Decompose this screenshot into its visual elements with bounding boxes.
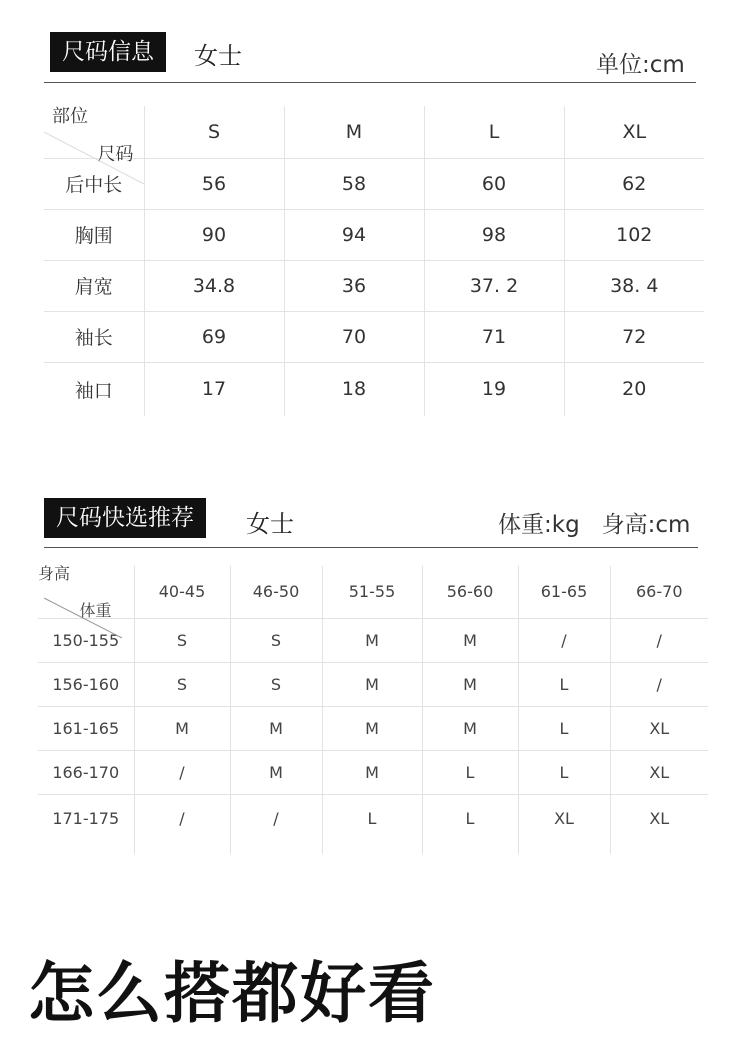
table-row [38, 794, 708, 854]
table-cell: 19 [424, 362, 564, 416]
size-info-unit: 单位:cm [596, 52, 685, 78]
weight-header: 40-45 [134, 566, 230, 618]
table-cell: 90 [144, 209, 284, 260]
table-cell: M [134, 706, 230, 750]
table-cell: XL [610, 794, 708, 854]
table-cell: M [322, 750, 422, 794]
table-row [44, 311, 704, 362]
table-row [44, 260, 704, 311]
table-cell: 62 [564, 158, 704, 209]
table-cell: M [322, 662, 422, 706]
recommend-divider [44, 547, 698, 548]
corner-height-label: 身高 [38, 563, 71, 583]
height-label: 150-155 [38, 618, 134, 662]
height-label: 166-170 [38, 750, 134, 794]
recommend-table [38, 563, 708, 854]
table-cell: 20 [564, 362, 704, 416]
table-cell: M [322, 706, 422, 750]
table-row [38, 750, 708, 794]
recommend-tag: 尺码快选推荐 [44, 498, 206, 538]
size-info-divider [44, 82, 696, 83]
table-cell: / [610, 618, 708, 662]
table-cell: L [518, 750, 610, 794]
table-cell: XL [518, 794, 610, 854]
size-header-row [44, 106, 704, 158]
recommend-gender: 女士 [246, 510, 294, 538]
table-cell: S [230, 618, 322, 662]
size-header: M [284, 106, 424, 158]
corner-weight-label: 体重 [79, 600, 112, 620]
table-cell: 94 [284, 209, 424, 260]
table-cell: L [422, 750, 518, 794]
table-cell: M [230, 706, 322, 750]
weight-header-row [38, 566, 708, 618]
size-table [44, 106, 704, 416]
table-cell: XL [610, 706, 708, 750]
table-cell: S [134, 618, 230, 662]
size-corner-cell [44, 105, 144, 165]
weight-header: 61-65 [518, 566, 610, 618]
table-row [38, 618, 708, 662]
corner-size-label: 尺码 [97, 143, 134, 165]
weight-header: 56-60 [422, 566, 518, 618]
row-label: 袖长 [44, 311, 144, 362]
table-cell: 36 [284, 260, 424, 311]
size-header: L [424, 106, 564, 158]
table-cell: 102 [564, 209, 704, 260]
row-label: 胸围 [44, 209, 144, 260]
table-cell: S [134, 662, 230, 706]
size-info-tag: 尺码信息 [50, 32, 166, 72]
table-cell: / [610, 662, 708, 706]
table-row [38, 706, 708, 750]
table-cell: 17 [144, 362, 284, 416]
table-cell: M [422, 662, 518, 706]
table-cell: M [322, 618, 422, 662]
table-cell: XL [610, 750, 708, 794]
table-cell: L [422, 794, 518, 854]
table-cell: L [518, 662, 610, 706]
table-cell: M [230, 750, 322, 794]
table-row [44, 209, 704, 260]
row-label: 肩宽 [44, 260, 144, 311]
table-cell: / [230, 794, 322, 854]
table-cell: 98 [424, 209, 564, 260]
table-cell: S [230, 662, 322, 706]
corner-part-label: 部位 [52, 105, 88, 127]
table-cell: 18 [284, 362, 424, 416]
recommend-unit: 体重:kg 身高:cm [498, 512, 691, 538]
table-cell: 58 [284, 158, 424, 209]
table-row [38, 662, 708, 706]
table-cell: M [422, 706, 518, 750]
size-info-gender: 女士 [194, 42, 242, 70]
size-header: S [144, 106, 284, 158]
table-cell: 69 [144, 311, 284, 362]
size-header: XL [564, 106, 704, 158]
height-label: 156-160 [38, 662, 134, 706]
height-label: 171-175 [52, 808, 120, 828]
weight-header: 66-70 [610, 566, 708, 618]
table-row [44, 362, 704, 416]
row-label: 后中长 [44, 158, 144, 209]
table-cell: M [422, 618, 518, 662]
table-cell: 34.8 [144, 260, 284, 311]
table-cell: 72 [564, 311, 704, 362]
table-cell: 70 [284, 311, 424, 362]
table-cell: 56 [144, 158, 284, 209]
table-cell: / [518, 618, 610, 662]
weight-header: 51-55 [322, 566, 422, 618]
row-label: 袖口 [74, 379, 113, 402]
table-cell: L [322, 794, 422, 854]
height-label: 161-165 [38, 706, 134, 750]
table-cell: 38. 4 [564, 260, 704, 311]
recommend-corner-cell [38, 563, 134, 620]
footer-title: 怎么搭都好看 [28, 955, 436, 1032]
table-cell: 37. 2 [424, 260, 564, 311]
weight-header: 46-50 [230, 566, 322, 618]
table-cell: 60 [424, 158, 564, 209]
table-cell: / [134, 750, 230, 794]
table-cell: 71 [424, 311, 564, 362]
table-cell: L [518, 706, 610, 750]
table-cell: / [134, 794, 230, 854]
